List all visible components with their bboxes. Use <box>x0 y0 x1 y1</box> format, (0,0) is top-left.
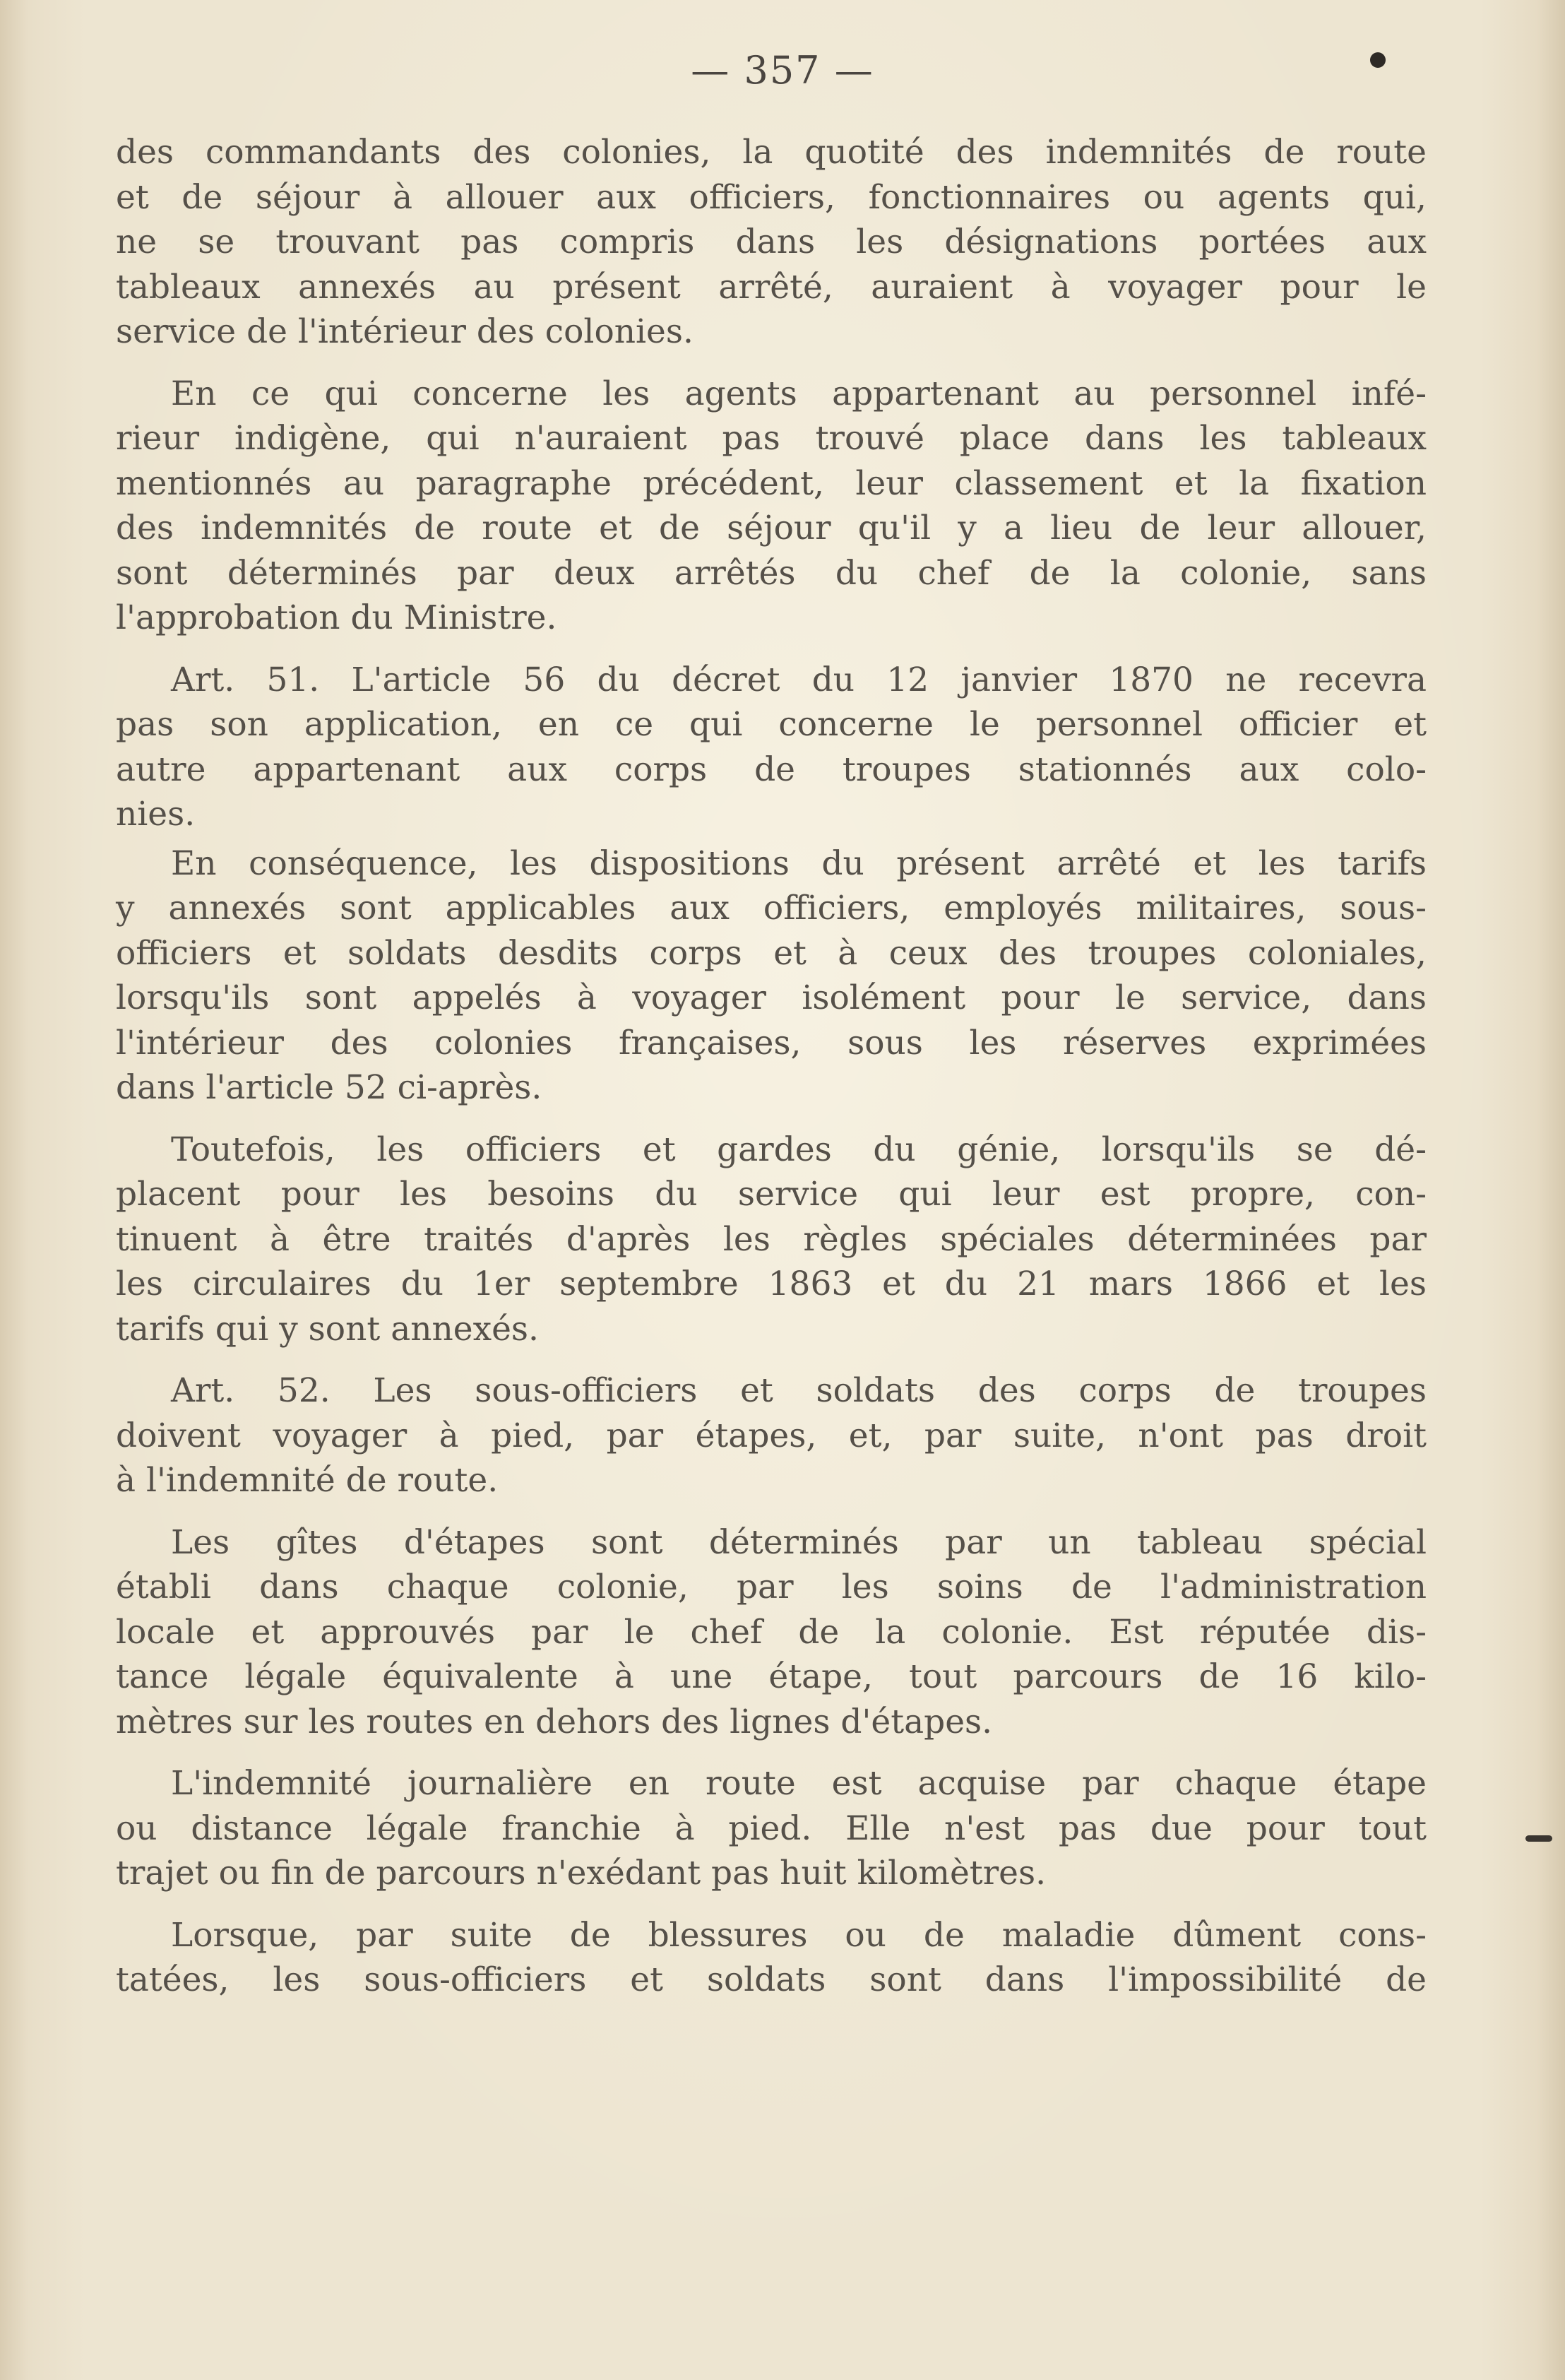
text-line: service de l'intérieur des colonies. <box>116 312 694 351</box>
text-line: placent pour les besoins du service qui leur est propre, con- <box>116 1175 1427 1214</box>
paragraph-article-52 <box>116 1368 1427 1503</box>
paragraph-article-51 <box>116 658 1427 837</box>
text-line: Art. 51. L'article 56 du décret du 12 janvier 1870 ne recevra <box>171 660 1427 699</box>
text-line: mètres sur les routes en dehors des lignes d'étapes. <box>116 1702 993 1741</box>
text-line: tinuent à être traités d'après les règles spéciales déterminées par <box>116 1219 1427 1259</box>
text-line: ou distance légale franchie à pied. Elle n'est pas due pour tout <box>116 1808 1427 1848</box>
text-line: tarifs qui y sont annexés. <box>116 1309 539 1349</box>
text-line: Les gîtes d'étapes sont déterminés par un tableau spécial <box>171 1522 1427 1562</box>
paragraph-indemnite-journaliere <box>116 1761 1427 1896</box>
text-line: tatées, les sous-officiers et soldats sont dans l'impossibilité de <box>116 1960 1427 1999</box>
text-line: autre appartenant aux corps de troupes stationnés aux colo- <box>116 750 1427 789</box>
text-line: officiers et soldats desdits corps et à ceux des troupes coloniales, <box>116 933 1427 973</box>
paragraph-blessures <box>116 1913 1427 2003</box>
text-line: tableaux annexés au présent arrêté, auraient à voyager pour le <box>116 267 1427 307</box>
text-line: L'indemnité journalière en route est acquise par chaque étape <box>171 1764 1427 1803</box>
text-line: Lorsque, par suite de blessures ou de maladie dûment cons- <box>171 1915 1427 1955</box>
text-line: dans l'article 52 ci-après. <box>116 1068 542 1107</box>
text-line: trajet ou fin de parcours n'exédant pas huit kilomètres. <box>116 1854 1047 1893</box>
text-line: Art. 52. Les sous-officiers et soldats des corps de troupes <box>171 1371 1427 1410</box>
text-line: En ce qui concerne les agents appartenant au personnel infé- <box>171 374 1427 413</box>
ink-mark <box>1525 1835 1552 1842</box>
text-line: l'approbation du Ministre. <box>116 598 557 637</box>
page-number: — 357 — <box>691 48 874 93</box>
text-line: nies. <box>116 795 196 834</box>
paragraph-genie <box>116 1127 1427 1352</box>
paragraph-continuation <box>116 130 1427 355</box>
ink-spot <box>1370 52 1386 68</box>
text-line: rieur indigène, qui n'auraient pas trouvé place dans les tableaux <box>116 419 1427 458</box>
text-line: pas son application, en ce qui concerne le personnel officier et <box>116 705 1427 744</box>
text-line: mentionnés au paragraphe précédent, leur classement et la fixation <box>116 463 1427 503</box>
text-line: les circulaires du 1er septembre 1863 et du 21 mars 1866 et les <box>116 1265 1427 1303</box>
text-line: doivent voyager à pied, par étapes, et, par suite, n'ont pas droit <box>116 1416 1427 1455</box>
text-line: ne se trouvant pas compris dans les désignations portées aux <box>116 223 1427 261</box>
text-line: locale et approuvés par le chef de la colonie. Est réputée dis- <box>116 1612 1427 1652</box>
paragraph-personnel-indigene <box>116 372 1427 641</box>
text-line: Toutefois, les officiers et gardes du génie, lorsqu'ils se dé- <box>171 1130 1427 1169</box>
text-line: l'intérieur des colonies françaises, sous les réserves exprimées <box>116 1023 1427 1062</box>
text-line: des commandants des colonies, la quotité des indemnités de route <box>116 133 1427 172</box>
text-line: sont déterminés par deux arrêtés du chef de la colonie, sans <box>116 553 1427 593</box>
text-line: et de séjour à allouer aux officiers, fonctionnaires ou agents qui, <box>116 177 1427 217</box>
text-line: tance légale équivalente à une étape, tout parcours de 16 kilo- <box>116 1657 1427 1696</box>
paragraph-consequence <box>116 841 1427 1111</box>
text-line: des indemnités de route et de séjour qu'il y a lieu de leur allouer, <box>116 509 1427 547</box>
text-line: lorsqu'ils sont appelés à voyager isolément pour le service, dans <box>116 978 1427 1017</box>
body-text <box>116 130 1427 2003</box>
paragraph-gites-etapes <box>116 1520 1427 1745</box>
text-line: y annexés sont applicables aux officiers, employés militaires, sous- <box>116 889 1427 928</box>
text-line: En conséquence, les dispositions du présent arrêté et les tarifs <box>171 843 1427 883</box>
text-line: à l'indemnité de route. <box>116 1461 499 1500</box>
text-line: établi dans chaque colonie, par les soins de l'administration <box>116 1568 1427 1606</box>
